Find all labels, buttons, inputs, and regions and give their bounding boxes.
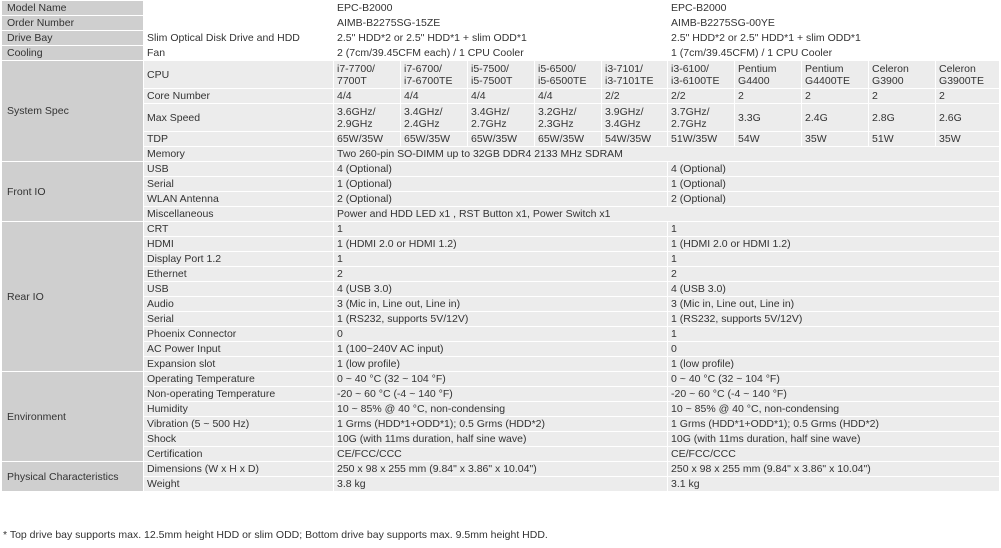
row-environment xyxy=(2,372,1000,387)
tdp-cell: 65W/35W xyxy=(401,132,468,147)
front-io-a: 2 (Optional) xyxy=(334,192,668,207)
memory-value: Two 260-pin SO-DIMM up to 32GB DDR4 2133 MHz SDRAM xyxy=(334,147,1000,162)
tdp-cell: 35W xyxy=(802,132,869,147)
row-max-speed xyxy=(2,104,1000,132)
model-b: EPC-B2000 xyxy=(668,1,1000,16)
label-physical: Physical Characteristics xyxy=(2,462,144,492)
sub-rear-io: Expansion slot xyxy=(144,357,334,372)
sub-misc: Miscellaneous xyxy=(144,207,334,222)
environment-b: CE/FCC/CCC xyxy=(668,447,1000,462)
environment-b: -20 ~ 60 °C (-4 ~ 140 °F) xyxy=(668,387,1000,402)
sub-front-io: Serial xyxy=(144,177,334,192)
sub-front-io: USB xyxy=(144,162,334,177)
physical-a: 250 x 98 x 255 mm (9.84" x 3.86" x 10.04") xyxy=(334,462,668,477)
rear-io-a: 0 xyxy=(334,327,668,342)
sub-environment: Vibration (5 ~ 500 Hz) xyxy=(144,417,334,432)
row-core-number xyxy=(2,89,1000,104)
core-cell: 2 xyxy=(936,89,1000,104)
sub-rear-io: Ethernet xyxy=(144,267,334,282)
row-rear-io xyxy=(2,222,1000,237)
rear-io-a: 1 (100~240V AC input) xyxy=(334,342,668,357)
tdp-cell: 35W xyxy=(936,132,1000,147)
speed-cell: 3.7GHz/ 2.7GHz xyxy=(668,104,735,132)
environment-b: 10G (with 11ms duration, half sine wave) xyxy=(668,432,1000,447)
row-rear-io xyxy=(2,342,1000,357)
tdp-cell: 54W xyxy=(735,132,802,147)
cpu-cell: Celeron G3900 xyxy=(869,61,936,89)
rear-io-b: 4 (USB 3.0) xyxy=(668,282,1000,297)
sub-fan: Fan xyxy=(144,46,334,61)
row-rear-io xyxy=(2,267,1000,282)
sub-front-io: WLAN Antenna xyxy=(144,192,334,207)
label-order-number: Order Number xyxy=(2,16,144,31)
row-rear-io xyxy=(2,357,1000,372)
row-tdp xyxy=(2,132,1000,147)
label-front-io: Front IO xyxy=(2,162,144,222)
sub-rear-io: Audio xyxy=(144,297,334,312)
cpu-cell: i5-7500/ i5-7500T xyxy=(468,61,535,89)
speed-cell: 3.6GHz/ 2.9GHz xyxy=(334,104,401,132)
drive-bay-b: 2.5" HDD*2 or 2.5" HDD*1 + slim ODD*1 xyxy=(668,31,1000,46)
sub-tdp: TDP xyxy=(144,132,334,147)
sub-environment: Certification xyxy=(144,447,334,462)
sub-environment: Shock xyxy=(144,432,334,447)
tdp-cell: 51W/35W xyxy=(668,132,735,147)
cpu-cell: i7-6700/ i7-6700TE xyxy=(401,61,468,89)
rear-io-b: 3 (Mic in, Line out, Line in) xyxy=(668,297,1000,312)
core-cell: 4/4 xyxy=(468,89,535,104)
tdp-cell: 65W/35W xyxy=(468,132,535,147)
core-cell: 2 xyxy=(735,89,802,104)
front-io-b: 1 (Optional) xyxy=(668,177,1000,192)
front-io-b: 2 (Optional) xyxy=(668,192,1000,207)
rear-io-a: 2 xyxy=(334,267,668,282)
row-front-serial xyxy=(2,177,1000,192)
order-b: AIMB-B2275SG-00YE xyxy=(668,16,1000,31)
cooling-b: 1 (7cm/39.45CFM) / 1 CPU Cooler xyxy=(668,46,1000,61)
rear-io-a: 1 (low profile) xyxy=(334,357,668,372)
core-cell: 4/4 xyxy=(334,89,401,104)
cpu-cell: i3-7101/ i3-7101TE xyxy=(602,61,668,89)
sub-max-speed: Max Speed xyxy=(144,104,334,132)
cpu-cell: i5-6500/ i5-6500TE xyxy=(535,61,602,89)
environment-b: 10 ~ 85% @ 40 °C, non-condensing xyxy=(668,402,1000,417)
sub-rear-io: USB xyxy=(144,282,334,297)
row-rear-io xyxy=(2,297,1000,312)
row-environment xyxy=(2,402,1000,417)
core-cell: 4/4 xyxy=(535,89,602,104)
sub-rear-io: HDMI xyxy=(144,237,334,252)
sub-rear-io: AC Power Input xyxy=(144,342,334,357)
rear-io-b: 1 (low profile) xyxy=(668,357,1000,372)
rear-io-a: 4 (USB 3.0) xyxy=(334,282,668,297)
environment-a: 10G (with 11ms duration, half sine wave) xyxy=(334,432,668,447)
row-rear-io xyxy=(2,237,1000,252)
speed-cell: 2.8G xyxy=(869,104,936,132)
tdp-cell: 51W xyxy=(869,132,936,147)
cpu-cell: Celeron G3900TE xyxy=(936,61,1000,89)
label-environment: Environment xyxy=(2,372,144,462)
environment-b: 1 Grms (HDD*1+ODD*1); 0.5 Grms (HDD*2) xyxy=(668,417,1000,432)
label-system-spec: System Spec xyxy=(2,61,144,162)
speed-cell: 3.4GHz/ 2.4GHz xyxy=(401,104,468,132)
drive-bay-a: 2.5" HDD*2 or 2.5" HDD*1 + slim ODD*1 xyxy=(334,31,668,46)
rear-io-b: 1 xyxy=(668,252,1000,267)
row-rear-io xyxy=(2,327,1000,342)
rear-io-a: 1 xyxy=(334,222,668,237)
row-environment xyxy=(2,387,1000,402)
row-rear-io xyxy=(2,312,1000,327)
rear-io-b: 2 xyxy=(668,267,1000,282)
row-model-name xyxy=(2,1,1000,16)
row-rear-io xyxy=(2,282,1000,297)
front-io-a: 4 (Optional) xyxy=(334,162,668,177)
misc-value: Power and HDD LED x1 , RST Button x1, Power Switch x1 xyxy=(334,207,1000,222)
label-rear-io: Rear IO xyxy=(2,222,144,372)
core-cell: 2 xyxy=(802,89,869,104)
sub-rear-io: Phoenix Connector xyxy=(144,327,334,342)
tdp-cell: 65W/35W xyxy=(334,132,401,147)
physical-b: 250 x 98 x 255 mm (9.84" x 3.86" x 10.04") xyxy=(668,462,1000,477)
row-environment xyxy=(2,447,1000,462)
sub-rear-io: CRT xyxy=(144,222,334,237)
cpu-cell: i3-6100/ i3-6100TE xyxy=(668,61,735,89)
core-cell: 2/2 xyxy=(668,89,735,104)
row-order-number xyxy=(2,16,1000,31)
sub-environment: Non-operating Temperature xyxy=(144,387,334,402)
rear-io-a: 1 (HDMI 2.0 or HDMI 1.2) xyxy=(334,237,668,252)
cpu-cell: i7-7700/ 7700T xyxy=(334,61,401,89)
rear-io-b: 1 (RS232, supports 5V/12V) xyxy=(668,312,1000,327)
sub-cpu: CPU xyxy=(144,61,334,89)
physical-b: 3.1 kg xyxy=(668,477,1000,492)
rear-io-b: 1 xyxy=(668,327,1000,342)
sub-environment: Humidity xyxy=(144,402,334,417)
environment-a: CE/FCC/CCC xyxy=(334,447,668,462)
rear-io-a: 1 xyxy=(334,252,668,267)
physical-a: 3.8 kg xyxy=(334,477,668,492)
sub-memory: Memory xyxy=(144,147,334,162)
rear-io-b: 1 xyxy=(668,222,1000,237)
tdp-cell: 54W/35W xyxy=(602,132,668,147)
speed-cell: 3.4GHz/ 2.7GHz xyxy=(468,104,535,132)
sub-drive-bay: Slim Optical Disk Drive and HDD xyxy=(144,31,334,46)
cpu-cell: Pentium G4400TE xyxy=(802,61,869,89)
row-physical xyxy=(2,462,1000,477)
row-environment xyxy=(2,432,1000,447)
sub-core-number: Core Number xyxy=(144,89,334,104)
row-physical xyxy=(2,477,1000,492)
row-front-wlan xyxy=(2,192,1000,207)
core-cell: 2 xyxy=(869,89,936,104)
core-cell: 4/4 xyxy=(401,89,468,104)
row-front-usb xyxy=(2,162,1000,177)
row-cpu xyxy=(2,61,1000,89)
sub-rear-io: Serial xyxy=(144,312,334,327)
environment-a: 1 Grms (HDD*1+ODD*1); 0.5 Grms (HDD*2) xyxy=(334,417,668,432)
row-cooling xyxy=(2,46,1000,61)
sub-rear-io: Display Port 1.2 xyxy=(144,252,334,267)
footnote: * Top drive bay supports max. 12.5mm height HDD or slim ODD; Bottom drive bay supports max. 9.5mm height HDD. xyxy=(3,529,548,541)
sub-environment: Operating Temperature xyxy=(144,372,334,387)
environment-a: 0 ~ 40 °C (32 ~ 104 °F) xyxy=(334,372,668,387)
order-a: AIMB-B2275SG-15ZE xyxy=(334,16,668,31)
environment-a: 10 ~ 85% @ 40 °C, non-condensing xyxy=(334,402,668,417)
row-front-misc xyxy=(2,207,1000,222)
front-io-a: 1 (Optional) xyxy=(334,177,668,192)
row-memory xyxy=(2,147,1000,162)
sub-physical: Dimensions (W x H x D) xyxy=(144,462,334,477)
sub-physical: Weight xyxy=(144,477,334,492)
environment-b: 0 ~ 40 °C (32 ~ 104 °F) xyxy=(668,372,1000,387)
cpu-cell: Pentium G4400 xyxy=(735,61,802,89)
rear-io-a: 1 (RS232, supports 5V/12V) xyxy=(334,312,668,327)
rear-io-b: 0 xyxy=(668,342,1000,357)
environment-a: -20 ~ 60 °C (-4 ~ 140 °F) xyxy=(334,387,668,402)
speed-cell: 3.9GHz/ 3.4GHz xyxy=(602,104,668,132)
speed-cell: 2.4G xyxy=(802,104,869,132)
rear-io-b: 1 (HDMI 2.0 or HDMI 1.2) xyxy=(668,237,1000,252)
row-rear-io xyxy=(2,252,1000,267)
speed-cell: 3.3G xyxy=(735,104,802,132)
speed-cell: 3.2GHz/ 2.3GHz xyxy=(535,104,602,132)
spec-table xyxy=(1,0,1000,492)
row-environment xyxy=(2,417,1000,432)
label-model-name: Model Name xyxy=(2,1,144,16)
tdp-cell: 65W/35W xyxy=(535,132,602,147)
rear-io-a: 3 (Mic in, Line out, Line in) xyxy=(334,297,668,312)
label-cooling: Cooling xyxy=(2,46,144,61)
model-a: EPC-B2000 xyxy=(334,1,668,16)
label-drive-bay: Drive Bay xyxy=(2,31,144,46)
core-cell: 2/2 xyxy=(602,89,668,104)
row-drive-bay xyxy=(2,31,1000,46)
cooling-a: 2 (7cm/39.45CFM each) / 1 CPU Cooler xyxy=(334,46,668,61)
speed-cell: 2.6G xyxy=(936,104,1000,132)
front-io-b: 4 (Optional) xyxy=(668,162,1000,177)
